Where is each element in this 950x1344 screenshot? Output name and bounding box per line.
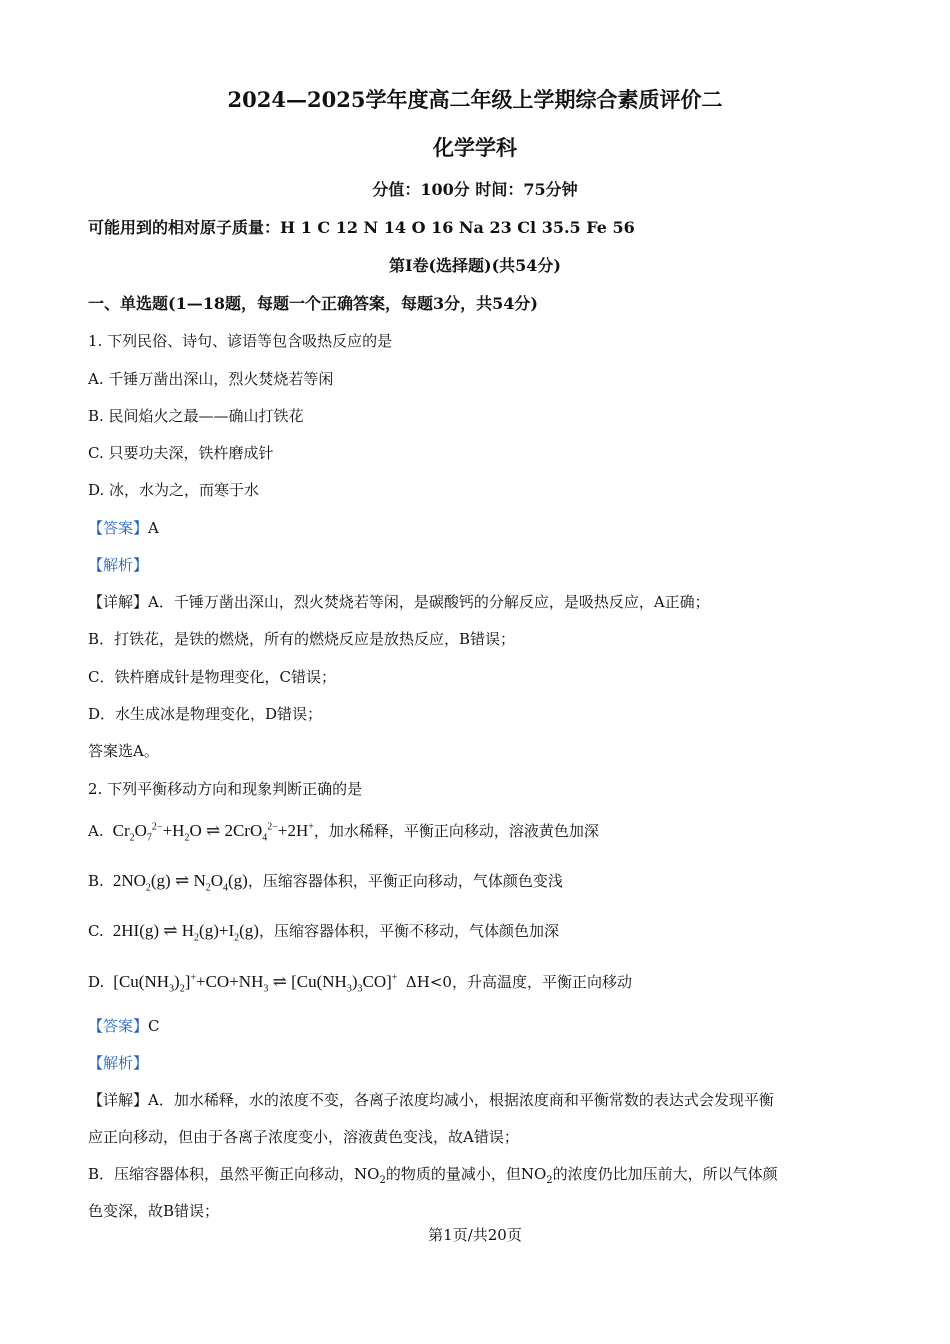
q1-answer [88,518,159,538]
option-label: D. [88,973,105,991]
equation-a: $Cr_2O_7^{2-}+H_2O$ ⇌ 2CrO$_4^{2-}$+2H+ [108,821,314,844]
q1-detail-2: B．打铁花，是铁的燃烧，所有的燃烧反应是放热反应，B错误； [88,630,516,648]
score-time: 分值：100分 时间：75分钟 [372,180,578,199]
q1-detail-1 [88,592,710,612]
q2-analysis-tag: 【解析】 [88,1054,149,1072]
subject-title: 化学学科 [433,135,517,160]
q1-analysis-tag: 【解析】 [88,556,149,574]
answer-value: A [148,519,159,537]
q1-detail-3: C．铁杵磨成针是物理变化，C错误； [88,668,336,686]
detail-text-part: 的物质的量减小，但NO [385,1165,547,1183]
q2-detail-3: B．压缩容器体积，虽然平衡正向移动，$NO_2$的物质的量减小，但$NO_2$的浓度仍比加压前大，所以气体颜 [88,1165,778,1186]
detail-text: A．千锤万凿出深山，烈火焚烧若等闲，是碳酸钙的分解反应，是吸热反应，A正确； [148,593,710,611]
answer-value: C [148,1017,160,1035]
detail-text-part: B．压缩容器体积，虽然平衡正向移动，NO [88,1165,380,1183]
q2-option-b [88,871,563,894]
q1-option-b: B. 民间焰火之最——确山打铁花 [88,407,304,425]
option-text: ，加水稀释，平衡正向移动，溶液黄色加深 [313,822,599,840]
q1-option-d: D. 冰，水为之，而寒于水 [88,481,260,499]
q2-option-d [88,972,632,995]
option-label: B. [88,872,104,890]
detail-tag: 【详解】 [88,593,149,611]
q1-detail-4: D．水生成冰是物理变化，D错误； [88,705,323,723]
answer-tag: 【答案】 [88,1017,149,1035]
q2-detail-2: 应正向移动，但由于各离子浓度变小，溶液黄色变浅，故A错误； [88,1128,519,1146]
detail-tag: 【详解】 [88,1091,149,1109]
q2-option-c [88,921,559,944]
q2-stem: 2. 下列平衡移动方向和现象判断正确的是 [88,780,363,798]
q2-detail-4: 色变深，故B错误； [88,1202,220,1220]
option-text: ΔH<0，升高温度，平衡正向移动 [405,973,632,991]
equation-d: $[Cu(NH_3)_2]^++CO+NH_3$ ⇌ $[Cu(NH_3)_3CO]^+$ [109,972,398,995]
exam-title: 2024—2025学年度高二年级上学期综合素质评价二 [227,87,723,112]
q2-detail-1 [88,1090,774,1110]
option-label: C. [88,922,104,940]
q1-conclusion: 答案选A。 [88,742,159,760]
detail-text: A．加水稀释，水的浓度不变，各离子浓度均减小，根据浓度商和平衡常数的表达式会发现平衡 [148,1091,774,1109]
equation-c: 2HI(g) ⇌ $H_2(g)+I_2(g)$ [108,921,259,944]
q2-answer [88,1016,160,1036]
detail-text-part: 的浓度仍比加压前大，所以气体颜 [552,1165,778,1183]
q2-option-a [88,821,599,844]
option-label: A. [88,822,104,840]
q1-option-c: C. 只要功夫深，铁杵磨成针 [88,444,274,462]
option-text: ，压缩容器体积，平衡正向移动，气体颜色变浅 [247,872,563,890]
q1-option-a: A. 千锤万凿出深山，烈火焚烧若等闲 [88,370,334,388]
section-heading: 一、单选题(1—18题，每题一个正确答案，每题3分，共54分) [88,294,538,313]
atomic-masses: 可能用到的相对原子质量：H 1 C 12 N 14 O 16 Na 23 Cl 35.5 Fe 56 [88,218,635,237]
equation-b: $2NO_2(g)$ ⇌ $N_2O_4(g)$ [108,871,248,894]
option-text: ，压缩容器体积，平衡不移动，气体颜色加深 [258,922,559,940]
page-footer: 第1页/共20页 [428,1226,522,1244]
answer-tag: 【答案】 [88,519,149,537]
volume-heading: 第I卷(选择题)(共54分) [388,256,562,275]
q1-stem: 1. 下列民俗、诗句、谚语等包含吸热反应的是 [88,332,393,350]
